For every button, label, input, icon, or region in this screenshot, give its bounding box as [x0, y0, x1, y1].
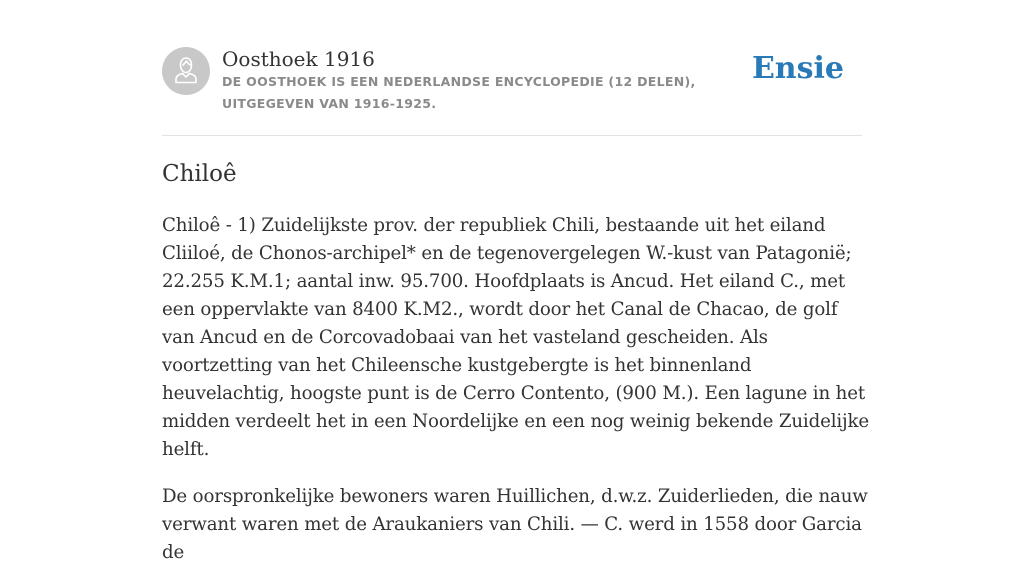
- brand-logo[interactable]: Ensie: [751, 51, 844, 86]
- header-divider: [162, 135, 862, 136]
- article-paragraph: Chiloê - 1) Zuidelijkste prov. der republiek Chili, bestaande uit het eiland Cliiloé, de Chonos-archipel* en de tegenovergelegen W.-kust van Patagonië; 22.255 K.M.1; aantal inw. 95.700. Hoofdplaats is Ancud. Het eiland C., met een oppervlakte van 8400 K.M2., wordt door het Canal de Chacao, de golf van Ancud en de Corcovadobaai van het vasteland gescheiden. Als voortzetting van het Chileensche kustgebergte is het binnenland heuvelachtig, hoogste punt is de Cerro Contento, (900 M.). Een lagune in het midden verdeelt het in een Noordelijke en een nog weinig bekende Zuidelijke helft.: [162, 215, 870, 460]
- user-silhouette-icon: [162, 47, 210, 95]
- source-header: [162, 44, 862, 124]
- avatar[interactable]: [162, 47, 210, 95]
- article-body: [162, 212, 872, 586]
- article-paragraph: De oorspronkelijke bewoners waren Huillichen, d.w.z. Zuiderlieden, die nauw verwant waren met de Araukaniers van Chili. — C. werd in 1558 door Garcia de: [162, 486, 868, 563]
- source-description: DE OOSTHOEK IS EEN NEDERLANDSE ENCYCLOPEDIE (12 DELEN), UITGEGEVEN VAN 1916-1925.: [222, 74, 696, 111]
- source-title[interactable]: Oosthoek 1916: [222, 47, 375, 71]
- article-title: Chiloê: [162, 161, 237, 187]
